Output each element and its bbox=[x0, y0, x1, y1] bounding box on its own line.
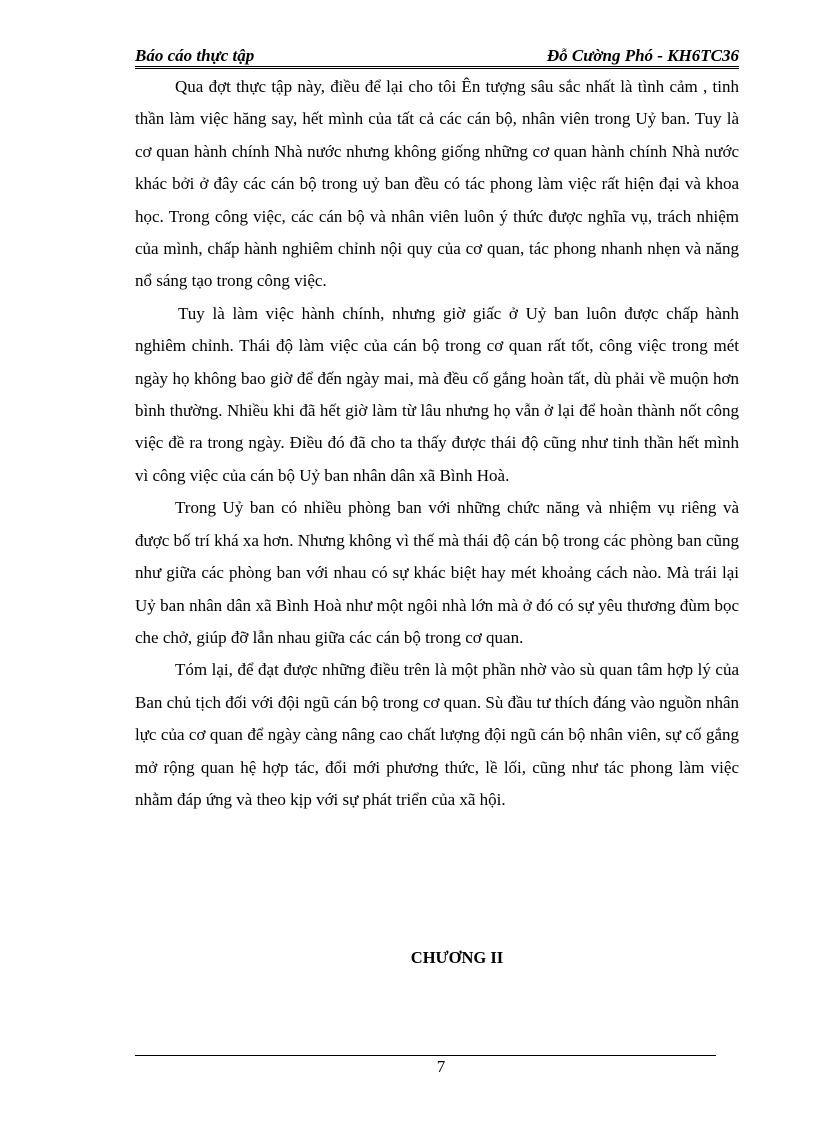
footer-rule bbox=[135, 1055, 716, 1056]
paragraph-3: Trong Uỷ ban có nhiều phòng ban với những chức năng và nhiệm vụ riêng và được bố trí khá xa hơn. Nhưng không vì thế mà thái độ cán bộ trong các phòng ban cũng như giữa các phòng ban với nhau có sự khác biệt hay mét khoảng cách nào. Mà trái lại Uỷ ban nhân dân xã Bình Hoà như một ngôi nhà lớn mà ở đó có sự yêu thương đùm bọc che chở, giúp đỡ lẫn nhau giữa các cán bộ trong cơ quan. bbox=[135, 498, 739, 647]
page-header bbox=[135, 46, 739, 69]
paragraph-1: Qua đợt thực tập này, điều để lại cho tôi Ên tượng sâu sắc nhất là tình cảm , tinh thần làm việc hăng say, hết mình của tất cả các cán bộ, nhân viên trong Uỷ ban. Tuy là cơ quan hành chính Nhà nước nhưng không giống những cơ quan hành chính Nhà nước khác bởi ở đây các cán bộ trong uỷ ban đều có tác phong làm việc rất hiện đại và khoa học. Trong công việc, các cán bộ và nhân viên luôn ý thức được nghĩa vụ, trách nhiệm của mình, chấp hành nghiêm chỉnh nội quy của cơ quan, tác phong nhanh nhẹn và năng nổ sáng tạo trong công việc. bbox=[135, 77, 739, 291]
chapter-heading: CHƯƠNG II bbox=[410, 948, 504, 967]
paragraph-2: Tuy là làm việc hành chính, nhưng giờ giấc ở Uỷ ban luôn được chấp hành nghiêm chỉnh. Thái độ làm việc của cán bộ trong cơ quan rất tốt, công việc trong mét ngày họ không bao giờ để đến ngày mai, mà đều cố gắng hoàn tất, dù phải về muộn hơn bình thường. Nhiều khi đã hết giờ làm từ lâu nhưng họ vẫn ở lại để hoàn thành nốt công việc đề ra trong ngày. Điều đó đã cho ta thấy được thái độ cũng như tinh thần hết mình vì công việc của cán bộ Uỷ ban nhân dân xã Bình Hoà. bbox=[135, 303, 739, 485]
header-author: Đỗ Cường Phó - KH6TC36 bbox=[546, 46, 739, 65]
document-body bbox=[135, 71, 739, 816]
paragraph-4: Tóm lại, để đạt được những điều trên là một phần nhờ vào sù quan tâm hợp lý của Ban chủ tịch đối với đội ngũ cán bộ trong cơ quan. Sù đầu tư thích đáng vào nguồn nhân lực của cơ quan để ngày càng nâng cao chất lượng đội ngũ cán bộ nhân viên, sự cố gắng mở rộng quan hệ hợp tác, đổi mới phương thức, lề lối, cũng như tác phong làm việc nhằm đáp ứng và theo kịp với sự phát triển của xã hội. bbox=[135, 660, 739, 809]
header-report-title: Báo cáo thực tập bbox=[135, 46, 255, 65]
page-number: 7 bbox=[436, 1057, 446, 1076]
